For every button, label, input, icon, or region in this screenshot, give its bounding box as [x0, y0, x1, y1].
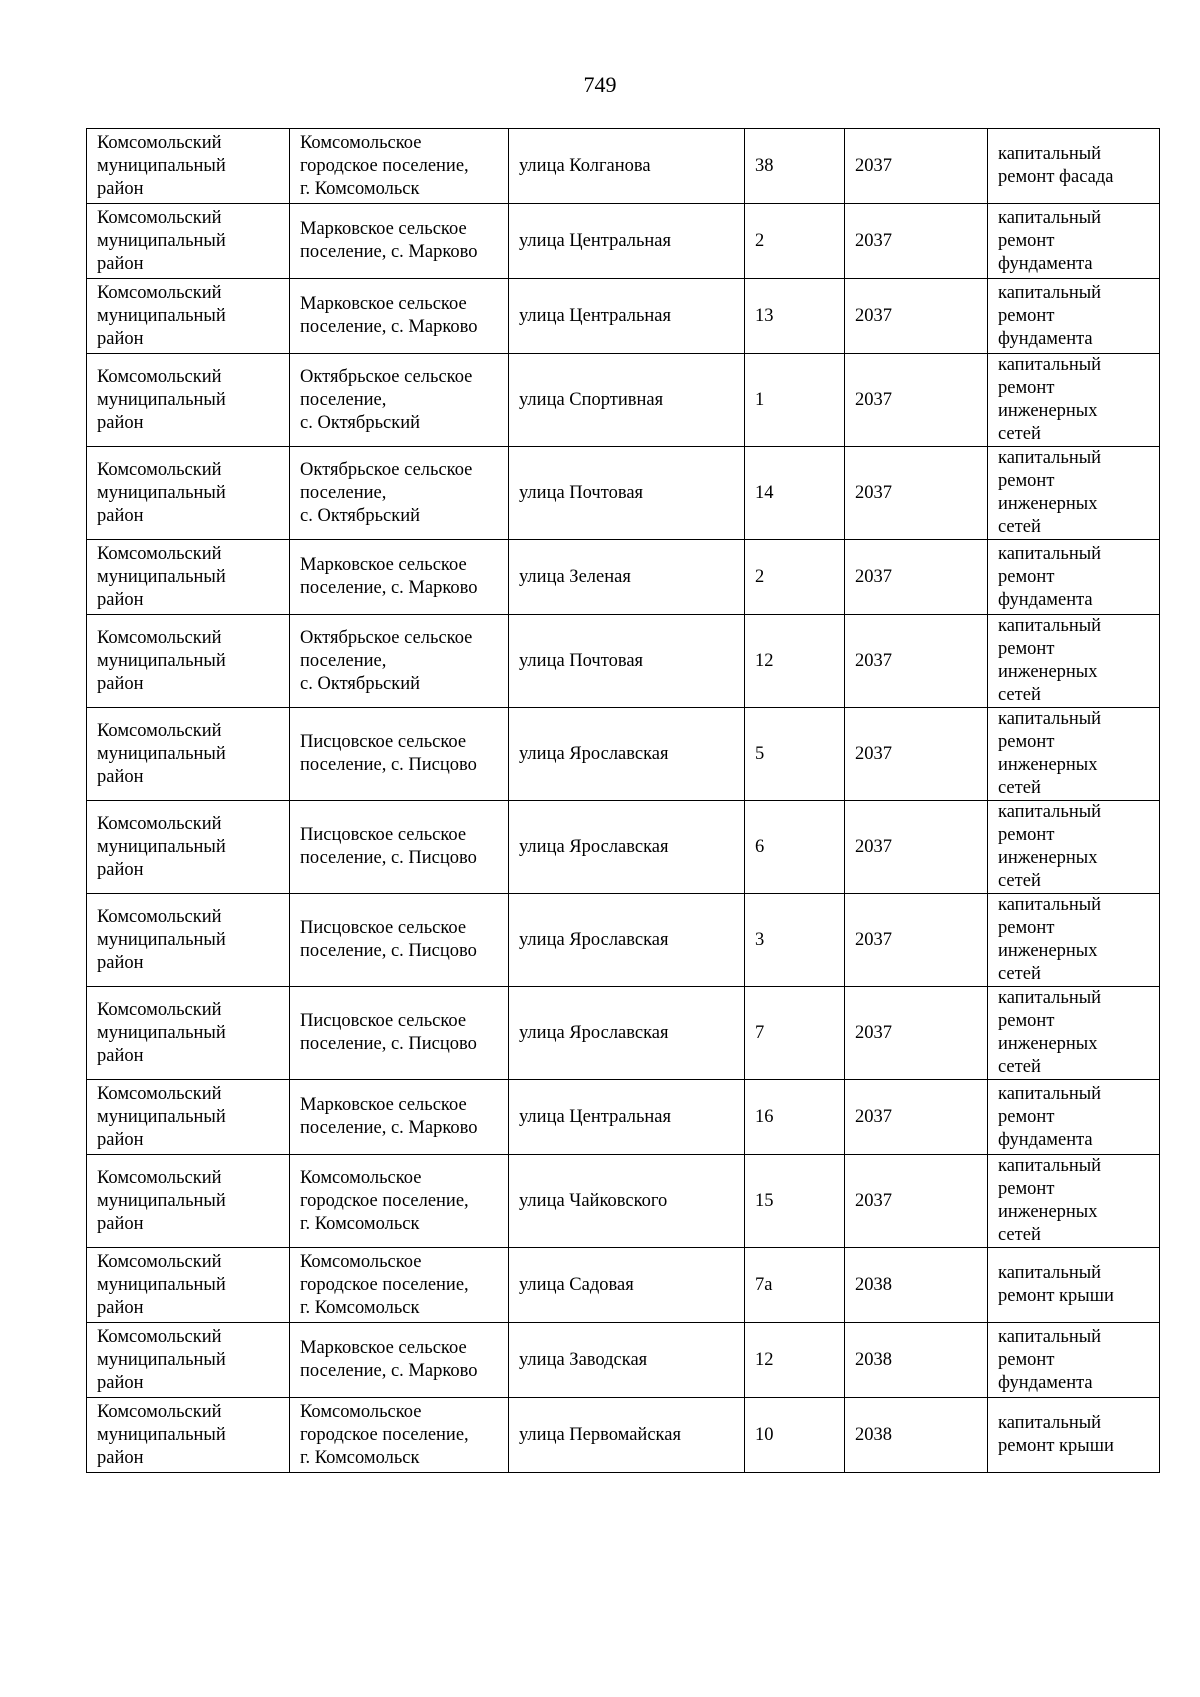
- cell-work-type: капитальный ремонт инженерных сетей: [988, 1155, 1160, 1248]
- cell-street: улица Ярославская: [509, 801, 745, 894]
- cell-settlement: Октябрьское сельское поселение, с. Октябрьский: [290, 447, 509, 540]
- cell-year: 2037: [845, 447, 988, 540]
- cell-settlement: Писцовское сельское поселение, с. Писцово: [290, 708, 509, 801]
- cell-street: улица Почтовая: [509, 447, 745, 540]
- cell-house-number: 6: [745, 801, 845, 894]
- cell-settlement: Октябрьское сельское поселение, с. Октябрьский: [290, 354, 509, 447]
- cell-house-number: 10: [745, 1398, 845, 1473]
- cell-house-number: 16: [745, 1080, 845, 1155]
- table-row: [87, 279, 1160, 354]
- cell-district: Комсомольский муниципальный район: [87, 1248, 290, 1323]
- table-body: [87, 129, 1160, 1473]
- cell-year: 2037: [845, 279, 988, 354]
- cell-district: Комсомольский муниципальный район: [87, 540, 290, 615]
- cell-settlement: Комсомольское городское поселение, г. Комсомольск: [290, 1398, 509, 1473]
- cell-house-number: 7: [745, 987, 845, 1080]
- cell-year: 2037: [845, 354, 988, 447]
- table-row: [87, 354, 1160, 447]
- cell-street: улица Заводская: [509, 1323, 745, 1398]
- cell-street: улица Спортивная: [509, 354, 745, 447]
- cell-work-type: капитальный ремонт инженерных сетей: [988, 447, 1160, 540]
- cell-district: Комсомольский муниципальный район: [87, 987, 290, 1080]
- cell-house-number: 3: [745, 894, 845, 987]
- cell-settlement: Писцовское сельское поселение, с. Писцово: [290, 987, 509, 1080]
- cell-district: Комсомольский муниципальный район: [87, 615, 290, 708]
- cell-work-type: капитальный ремонт инженерных сетей: [988, 801, 1160, 894]
- cell-settlement: Комсомольское городское поселение, г. Комсомольск: [290, 129, 509, 204]
- cell-district: Комсомольский муниципальный район: [87, 1398, 290, 1473]
- table-row: [87, 1398, 1160, 1473]
- cell-work-type: капитальный ремонт фундамента: [988, 540, 1160, 615]
- cell-house-number: 13: [745, 279, 845, 354]
- repair-schedule-table: [86, 128, 1160, 1473]
- cell-work-type: капитальный ремонт инженерных сетей: [988, 987, 1160, 1080]
- cell-house-number: 2: [745, 540, 845, 615]
- cell-settlement: Писцовское сельское поселение, с. Писцово: [290, 894, 509, 987]
- cell-district: Комсомольский муниципальный район: [87, 1323, 290, 1398]
- cell-street: улица Колганова: [509, 129, 745, 204]
- table-row: [87, 1155, 1160, 1248]
- cell-house-number: 5: [745, 708, 845, 801]
- cell-house-number: 12: [745, 1323, 845, 1398]
- cell-street: улица Центральная: [509, 279, 745, 354]
- cell-settlement: Марковское сельское поселение, с. Марково: [290, 1323, 509, 1398]
- table-row: [87, 1080, 1160, 1155]
- cell-year: 2037: [845, 615, 988, 708]
- cell-street: улица Садовая: [509, 1248, 745, 1323]
- cell-work-type: капитальный ремонт инженерных сетей: [988, 894, 1160, 987]
- cell-settlement: Комсомольское городское поселение, г. Комсомольск: [290, 1155, 509, 1248]
- cell-year: 2037: [845, 204, 988, 279]
- cell-year: 2037: [845, 708, 988, 801]
- cell-district: Комсомольский муниципальный район: [87, 801, 290, 894]
- cell-work-type: капитальный ремонт фундамента: [988, 1080, 1160, 1155]
- table-row: [87, 801, 1160, 894]
- cell-settlement: Марковское сельское поселение, с. Марково: [290, 204, 509, 279]
- cell-year: 2037: [845, 894, 988, 987]
- cell-settlement: Марковское сельское поселение, с. Марково: [290, 1080, 509, 1155]
- cell-work-type: капитальный ремонт инженерных сетей: [988, 615, 1160, 708]
- cell-street: улица Почтовая: [509, 615, 745, 708]
- cell-work-type: капитальный ремонт инженерных сетей: [988, 354, 1160, 447]
- cell-district: Комсомольский муниципальный район: [87, 204, 290, 279]
- table-row: [87, 204, 1160, 279]
- cell-district: Комсомольский муниципальный район: [87, 1080, 290, 1155]
- cell-street: улица Чайковского: [509, 1155, 745, 1248]
- cell-house-number: 12: [745, 615, 845, 708]
- table-row: [87, 540, 1160, 615]
- cell-work-type: капитальный ремонт фундамента: [988, 1323, 1160, 1398]
- cell-work-type: капитальный ремонт фундамента: [988, 279, 1160, 354]
- cell-year: 2037: [845, 987, 988, 1080]
- table-row: [87, 894, 1160, 987]
- cell-district: Комсомольский муниципальный район: [87, 279, 290, 354]
- cell-settlement: Писцовское сельское поселение, с. Писцово: [290, 801, 509, 894]
- cell-work-type: капитальный ремонт фундамента: [988, 204, 1160, 279]
- table-row: [87, 708, 1160, 801]
- cell-year: 2038: [845, 1323, 988, 1398]
- table-row: [87, 1323, 1160, 1398]
- cell-house-number: 2: [745, 204, 845, 279]
- table-row: [87, 447, 1160, 540]
- cell-street: улица Первомайская: [509, 1398, 745, 1473]
- cell-street: улица Ярославская: [509, 987, 745, 1080]
- cell-house-number: 7а: [745, 1248, 845, 1323]
- cell-work-type: капитальный ремонт инженерных сетей: [988, 708, 1160, 801]
- cell-district: Комсомольский муниципальный район: [87, 129, 290, 204]
- cell-district: Комсомольский муниципальный район: [87, 1155, 290, 1248]
- cell-work-type: капитальный ремонт крыши: [988, 1398, 1160, 1473]
- cell-street: улица Центральная: [509, 204, 745, 279]
- table-row: [87, 987, 1160, 1080]
- cell-street: улица Центральная: [509, 1080, 745, 1155]
- cell-house-number: 14: [745, 447, 845, 540]
- cell-house-number: 1: [745, 354, 845, 447]
- cell-district: Комсомольский муниципальный район: [87, 354, 290, 447]
- cell-district: Комсомольский муниципальный район: [87, 708, 290, 801]
- cell-work-type: капитальный ремонт фасада: [988, 129, 1160, 204]
- cell-year: 2038: [845, 1398, 988, 1473]
- cell-district: Комсомольский муниципальный район: [87, 894, 290, 987]
- cell-year: 2038: [845, 1248, 988, 1323]
- cell-year: 2037: [845, 1080, 988, 1155]
- table-row: [87, 1248, 1160, 1323]
- cell-street: улица Ярославская: [509, 708, 745, 801]
- cell-year: 2037: [845, 540, 988, 615]
- cell-settlement: Марковское сельское поселение, с. Марково: [290, 540, 509, 615]
- cell-work-type: капитальный ремонт крыши: [988, 1248, 1160, 1323]
- cell-year: 2037: [845, 801, 988, 894]
- cell-settlement: Комсомольское городское поселение, г. Комсомольск: [290, 1248, 509, 1323]
- cell-year: 2037: [845, 1155, 988, 1248]
- cell-street: улица Ярославская: [509, 894, 745, 987]
- table-row: [87, 615, 1160, 708]
- cell-district: Комсомольский муниципальный район: [87, 447, 290, 540]
- cell-house-number: 38: [745, 129, 845, 204]
- table-row: [87, 129, 1160, 204]
- cell-year: 2037: [845, 129, 988, 204]
- cell-house-number: 15: [745, 1155, 845, 1248]
- cell-settlement: Марковское сельское поселение, с. Марково: [290, 279, 509, 354]
- cell-settlement: Октябрьское сельское поселение, с. Октябрьский: [290, 615, 509, 708]
- page-number: 749: [583, 72, 617, 97]
- cell-street: улица Зеленая: [509, 540, 745, 615]
